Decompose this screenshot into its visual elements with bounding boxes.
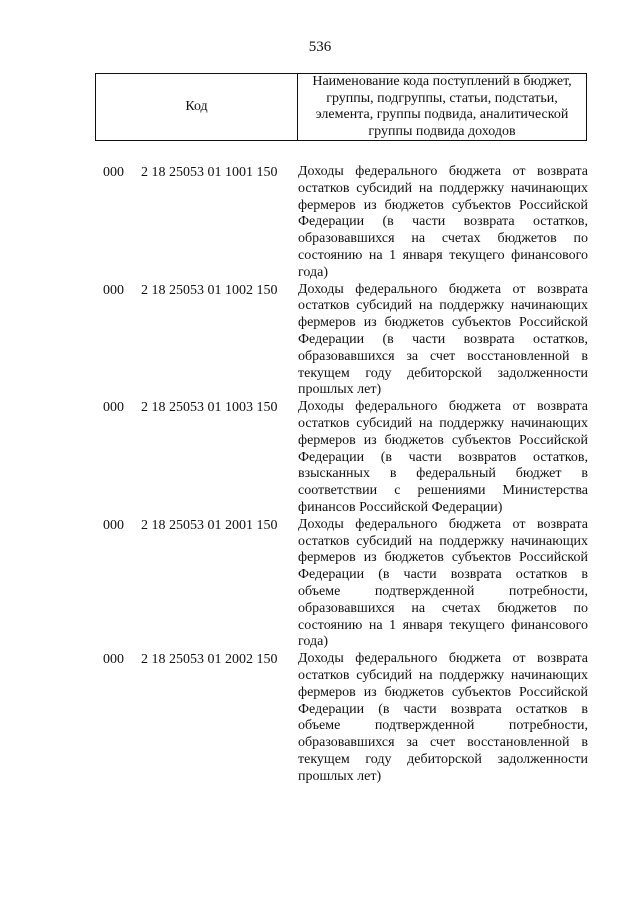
description-line: Федерации (в части возврата остатков, [298,214,588,230]
description-line: остатков субсидий на поддержку начинающих [298,180,588,196]
description-line: Доходы федерального бюджета от возврата [298,516,588,532]
description-line: фермеров из бюджетов субъектов Российской [298,315,588,331]
table-row [0,164,640,282]
description-line: текущем году дебиторской задолженности [298,751,588,767]
header-code-label: Код [96,74,298,140]
description-line: остатков субсидий на поддержку начинающих [298,415,588,431]
revenue-code: 2 18 25053 01 1001 150 [141,165,278,180]
description-line: Федерации (в части возврата остатков, [298,331,588,347]
description-line: Федерации (в части возврата остатков в [298,567,588,583]
description-line: остатков субсидий на поддержку начинающих [298,298,588,314]
description-line: состоянию на 1 января текущего финансового [298,247,588,263]
description-line: образовавшихся на счетах бюджетов по [298,231,588,247]
description-line: Доходы федерального бюджета от возврата [298,651,588,667]
description-line: образовавшихся за счет восстановленной в [298,735,588,751]
revenue-description [298,164,588,282]
description-line: объеме подтвержденной потребности, [298,583,588,599]
description-line: текущем году дебиторской задолженности [298,365,588,381]
description-line: остатков субсидий на поддержку начинающих [298,533,588,549]
description-line: Федерации (в части возврата остатков в [298,701,588,717]
description-line: взысканных в федеральный бюджет в [298,466,588,482]
header-name-line: группы, подгруппы, статьи, подстатьи, [326,90,558,106]
table-header [95,73,587,141]
revenue-code: 2 18 25053 01 2001 150 [141,517,278,533]
table-row [0,651,640,785]
description-line: Федерации (в части возвратов остатков, [298,449,588,465]
description-line: Доходы федерального бюджета от возврата [298,399,588,415]
description-line: фермеров из бюджетов субъектов Российской [298,432,588,448]
description-line: финансов Российской Федерации) [298,499,503,515]
description-line: года) [298,264,328,280]
admin-code: 000 [103,165,124,180]
description-line: Доходы федерального бюджета от возврата [298,164,588,179]
table-row [0,282,640,400]
revenue-code: 2 18 25053 01 1003 150 [141,400,278,416]
description-line: образовавшихся за счет восстановленной в [298,348,588,364]
table-row [0,399,640,517]
revenue-code: 2 18 25053 01 1002 150 [141,282,278,298]
description-line: остатков субсидий на поддержку начинающих [298,667,588,683]
description-line: фермеров из бюджетов субъектов Российской [298,684,588,700]
table-body [0,164,640,785]
revenue-description [298,282,588,400]
description-line: Доходы федерального бюджета от возврата [298,281,588,297]
description-line: соответствии с решениями Министерства [298,483,588,499]
revenue-description [298,517,588,651]
description-line: объеме подтвержденной потребности, [298,718,588,734]
revenue-description [298,399,588,517]
header-name-line: Наименование кода поступлений в бюджет, [312,74,572,89]
header-name-line: группы подвида доходов [368,123,516,139]
description-line: прошлых лет) [298,768,382,784]
header-name-cell [298,74,586,140]
table-row [0,517,640,651]
page-number: 536 [308,39,332,55]
description-line: состоянию на 1 января текущего финансового [298,617,588,633]
admin-code: 000 [103,652,124,668]
description-line: фермеров из бюджетов субъектов Российской [298,197,588,213]
description-line: образовавшихся на счетах бюджетов по [298,600,588,616]
description-line: года) [298,634,328,650]
revenue-description [298,651,588,785]
description-line: прошлых лет) [298,382,382,398]
admin-code: 000 [103,282,124,298]
admin-code: 000 [103,517,124,533]
description-line: фермеров из бюджетов субъектов Российской [298,550,588,566]
header-name-line: элемента, группы подвида, аналитической [315,107,569,122]
revenue-code: 2 18 25053 01 2002 150 [141,652,278,668]
admin-code: 000 [103,400,124,416]
